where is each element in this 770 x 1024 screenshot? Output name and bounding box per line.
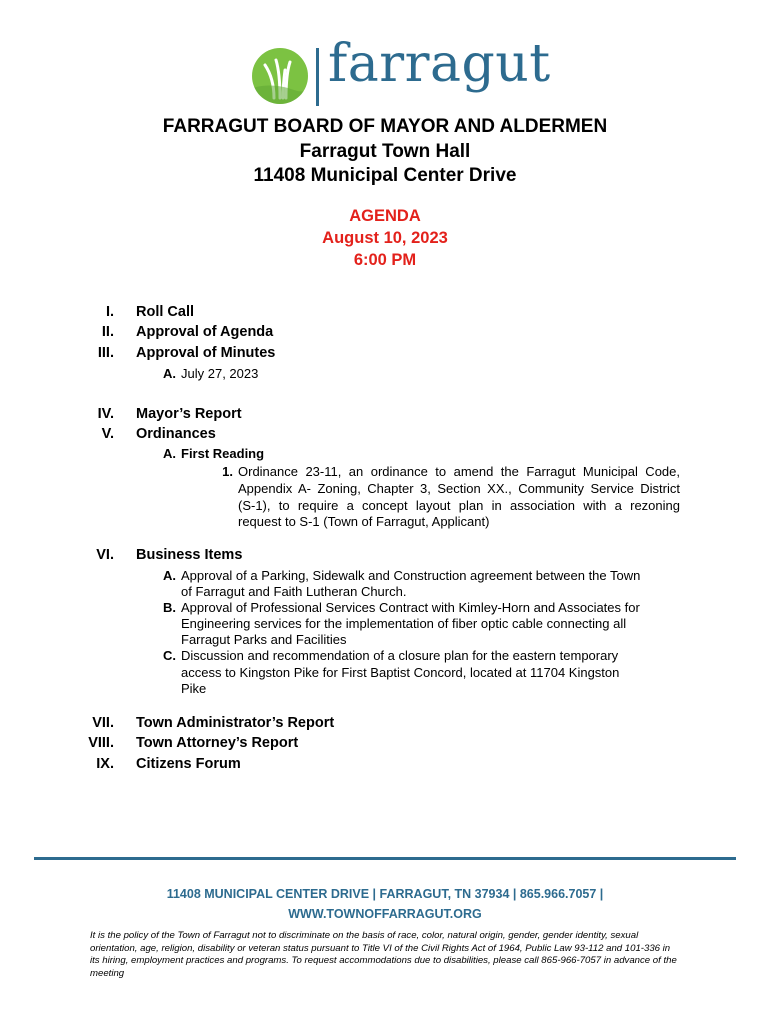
sub-letter: A.	[163, 446, 176, 461]
agenda-time: 6:00 PM	[353, 251, 417, 269]
item-number: VII.	[92, 715, 114, 731]
minutes-date: July 27, 2023	[181, 366, 259, 381]
item-ordinances: Ordinances	[136, 426, 216, 442]
item-number: V.	[101, 426, 114, 442]
business-item-text: Discussion and recommendation of a closure plan for the eastern temporary	[181, 648, 619, 663]
item-town-admin-report: Town Administrator’s Report	[136, 715, 335, 731]
agenda-heading: AGENDA	[349, 207, 421, 225]
board-title: FARRAGUT BOARD OF MAYOR AND ALDERMEN	[162, 116, 608, 137]
sub-letter: B.	[163, 600, 176, 615]
logo-wordmark: farragut	[328, 34, 551, 94]
item-number: VI.	[96, 547, 114, 563]
ordinance-number: 1.	[222, 464, 233, 479]
ordinance-text-line: Appendix A- Zoning, Chapter 3, Section XX., Community Service District	[238, 481, 680, 496]
business-item-text: Approval of Professional Services Contract with Kimley-Horn and Associates for	[181, 600, 640, 615]
item-number: III.	[97, 345, 114, 361]
business-item-text: Approval of a Parking, Sidewalk and Construction agreement between the Town	[181, 568, 641, 583]
item-approval-minutes: Approval of Minutes	[136, 345, 276, 361]
item-number: I.	[105, 304, 114, 320]
ordinance-text-line: Ordinance 23-11, an ordinance to amend the Farragut Municipal Code,	[238, 464, 680, 479]
agenda-date: August 10, 2023	[322, 229, 448, 247]
ordinance-text-line: request to S-1 (Town of Farragut, Applicant)	[238, 514, 490, 529]
business-item-text: Engineering services for the implementation of fiber optic cable connecting all	[181, 616, 627, 631]
item-mayors-report: Mayor’s Report	[136, 406, 242, 422]
item-number: IV.	[97, 406, 114, 422]
first-reading: First Reading	[181, 446, 265, 461]
ordinance-text-line: (S-1), to require a concept layout plan in association with a rezoning	[238, 497, 680, 513]
business-item-text: Pike	[181, 681, 207, 696]
logo-divider	[316, 48, 319, 106]
item-number: VIII.	[88, 735, 114, 751]
footer-address: 11408 MUNICIPAL CENTER DRIVE | FARRAGUT, TN 37934 | 865.966.7057 |	[166, 887, 604, 901]
item-approval-agenda: Approval of Agenda	[136, 324, 274, 340]
footer-divider	[34, 857, 736, 860]
business-item-text: of Farragut and Faith Lutheran Church.	[181, 584, 407, 599]
sub-letter: C.	[163, 648, 176, 663]
item-number: IX.	[96, 756, 114, 772]
item-roll-call: Roll Call	[136, 304, 195, 320]
item-business-items: Business Items	[136, 547, 243, 563]
business-item-text: Farragut Parks and Facilities	[181, 632, 347, 647]
business-item-text: access to Kingston Pike for First Baptist Concord, located at 11704 Kingston	[181, 665, 620, 680]
venue-name: Farragut Town Hall	[299, 141, 471, 162]
sub-letter: A.	[163, 366, 176, 381]
farragut-logo	[252, 34, 551, 112]
item-citizens-forum: Citizens Forum	[136, 756, 241, 772]
venue-address: 11408 Municipal Center Drive	[253, 165, 517, 186]
sub-letter: A.	[163, 568, 176, 583]
item-town-attorney-report: Town Attorney’s Report	[136, 735, 299, 751]
tree-logo-icon	[252, 48, 308, 104]
footer-website[interactable]: WWW.TOWNOFFARRAGUT.ORG	[288, 907, 482, 921]
nondiscrimination-policy: It is the policy of the Town of Farragut not to discriminate on the basis of race, color, natural origin, gender, gender identity, sexual orientation, age, religion, disability or veteran status pursuant to Title VI of the Civil Rights Act of 1964, Public Law 93-112 and 101-336 in its hiring, employment practices and programs. To request accommodations due to disabilities, please call 865-966-7057 in advance of the meeting	[90, 930, 677, 979]
item-number: II.	[101, 324, 114, 340]
